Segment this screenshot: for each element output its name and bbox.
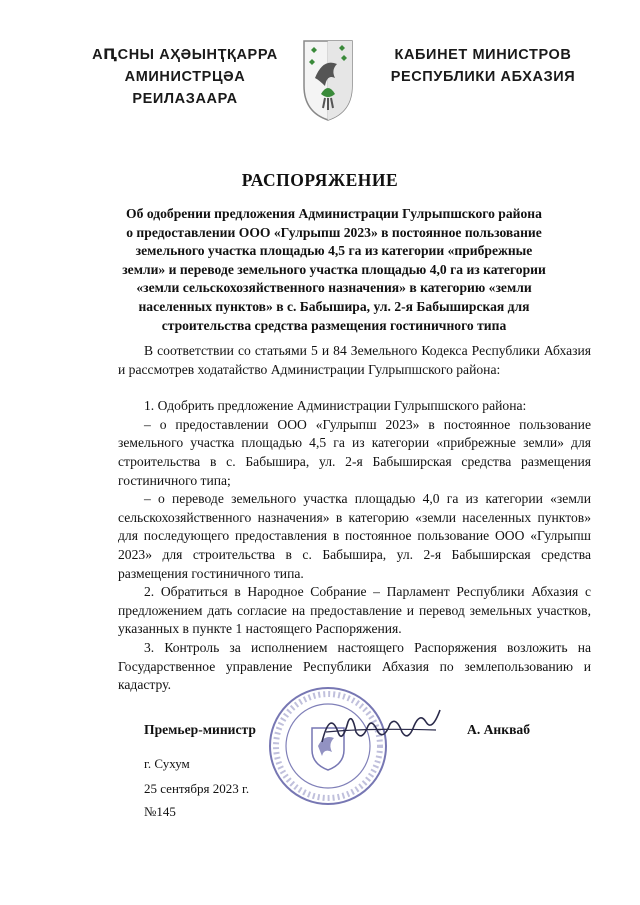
document-number: №145 bbox=[144, 804, 176, 819]
document-title: РАСПОРЯЖЕНИЕ bbox=[241, 170, 399, 190]
coat-of-arms-icon bbox=[301, 38, 355, 122]
signatory-name: А. Анкваб bbox=[467, 722, 531, 737]
item-3-paragraph: 3. Контроль за исполнением настоящего Распоряжения возложить на Государственное управление Республики Абхазия по землепользованию и кадастру. bbox=[118, 639, 591, 693]
signatory-position: Премьер-министр bbox=[144, 722, 256, 737]
item-1b-paragraph: – о переводе земельного участка площадью 4,0 га из категории «земли сельскохозяйственного назначения» в категорию «земли населенных пунктов» для последующего предоставления в постоянное пользование ООО «Гулрыпш 2023» для строительства в с. Бабышира, ул. 2-я Бабыширская средства размещения гостиничного типа. bbox=[118, 491, 591, 581]
header-russian-title: КАБИНЕТ МИНИСТРОВ РЕСПУБЛИКИ АБХАЗИЯ bbox=[390, 47, 576, 85]
handwritten-signature-icon bbox=[316, 702, 446, 752]
preamble-paragraph: В соответствии со статьями 5 и 84 Земельного Кодекса Республики Абхазия и рассмотрев ходатайство Администрации Гулрыпшского района: bbox=[118, 343, 591, 377]
item-2-paragraph: 2. Обратиться в Народное Собрание – Парламент Республики Абхазия с предложением дать согласие на предоставление и перевод земельных участков, указанных в пункте 1 настоящего Распоряжения. bbox=[118, 584, 591, 637]
document-subject: Об одобрении предложения Администрации Гулрыпшского района о предоставлении ООО «Гулрыпш 2023» в постоянное пользование земельного участка площадью 4,5 га из категории «прибрежные земли» и переводе земельного участка площадью 4,0 га из категории «земли сельскохозяйственного назначения» в категорию «земли населенных пунктов» в с. Бабышира, ул. 2-я Бабыширская для строительства средства размещения гостиничного типа bbox=[122, 206, 546, 333]
item-1-paragraph: 1. Одобрить предложение Администрации Гулрыпшского района: bbox=[144, 398, 527, 414]
header-abkhaz-title: АԤСНЫ АҲӘЫНҬҚАРРА АМИНИСТРЦӘА РЕИЛАЗААРА bbox=[92, 47, 278, 107]
document-body bbox=[118, 342, 591, 695]
issue-place: г. Сухум bbox=[144, 756, 190, 771]
item-1a-paragraph: – о предоставлении ООО «Гулрыпш 2023» в постоянное пользование земельного участка площадью 4,5 га из категории «прибрежные земли» для строительства в с. Бабышира, ул. 2-я Бабыширская средства размещения гостиничного типа; bbox=[118, 416, 591, 488]
issue-date: 25 сентября 2023 г. bbox=[144, 781, 250, 796]
